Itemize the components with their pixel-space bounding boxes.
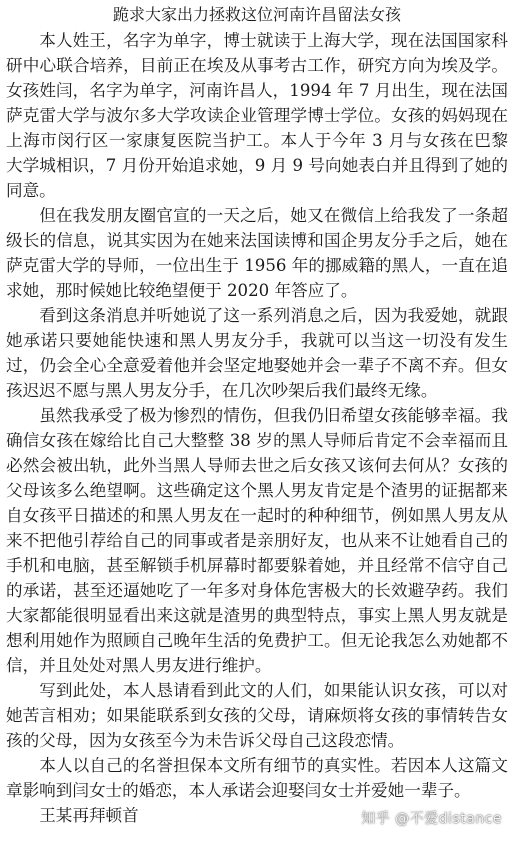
signature: 王某再拜顿首 [39,806,139,825]
paragraph-revelation: 但在我发朋友圈官宣的一天之后，她又在微信上给我发了一条超级长的信息，说其实因为在她来法国读博和国企男友分手之后，她在萨克雷大学的导师，一位出生于 1956 年的挪威籍的黑人，一直在追求她，那时候她比较绝望便于 2020 年答应了。 [6,206,508,300]
document-title: 跪求大家出力拯救这位河南许昌留法女孩 [112,5,401,24]
paragraph-intro: 本人姓王，名字为单字，博士就读于上海大学，现在法国国家科研中心联合培养，目前正在埃及从事考古工作，研究方向为埃及学。女孩姓闫，名字为单字，河南许昌人，1994 年 7 月出生，现在法国萨克雷大学与波尔多大学攻读企业管理学博士学位。女孩的妈妈现在上海市闵行区一家康复医院当护工。本人于今年 3 月与女孩在巴黎大学城相识，7 月份开始追求她，9 月 9 号向她表白并且得到了她的同意。 [6,31,508,200]
paragraph-breakup: 看到这条消息并听她说了这一系列消息之后，因为我爱她，就跟她承诺只要她能快速和黑人男友分手，我就可以当这一切没有发生过，仍会全心全意爱着他并会坚定地娶她并会一辈子不离不弃。但女孩迟迟不愿与黑人男友分手，在几次吵架后我们最终无缘。 [6,306,508,400]
paragraph-concerns: 虽然我承受了极为惨烈的情伤，但我仍旧希望女孩能够幸福。我确信女孩在嫁给比自己大整整 38 岁的黑人导师后肯定不会幸福而且必然会被出轨，此外当黑人导师去世之后女孩又该何去何从？女孩的父母该多么绝望啊。这些确定这个黑人男友肯定是个渣男的证据都来自女孩平日描述的和黑人男友在一起时的种种细节，例如黑人男友从来不把他引荐给自己的同事或者是亲朋好友，也从来不让她看自己的手机和电脑，甚至解锁手机屏幕时都要躲着她，并且经常不信守自己的承诺，甚至还逼她吃了一年多对身体危害极大的长效避孕药。我们大家都能很明显看出来这就是渣男的典型特点，事实上黑人男友就是想利用她作为照顾自己晚年生活的免费护工。但无论我怎么劝她都不信，并且处处对黑人男友进行维护。 [6,406,508,675]
document [6,4,508,828]
paragraph-appeal: 写到此处，本人恳请看到此文的人们，如果能认识女孩，可以对她苦言相劝；如果能联系到女孩的父母，请麻烦将女孩的事情转告女孩的父母，因为女孩至今为未告诉父母自己这段恋情。 [6,681,508,750]
paragraph-pledge: 本人以自己的名誉担保本文所有细节的真实性。若因本人这篇文章影响到闫女士的婚恋，本人承诺会迎娶闫女士并爱她一辈子。 [6,756,508,800]
zhihu-watermark: 知乎 @不爱distance [361,811,502,827]
